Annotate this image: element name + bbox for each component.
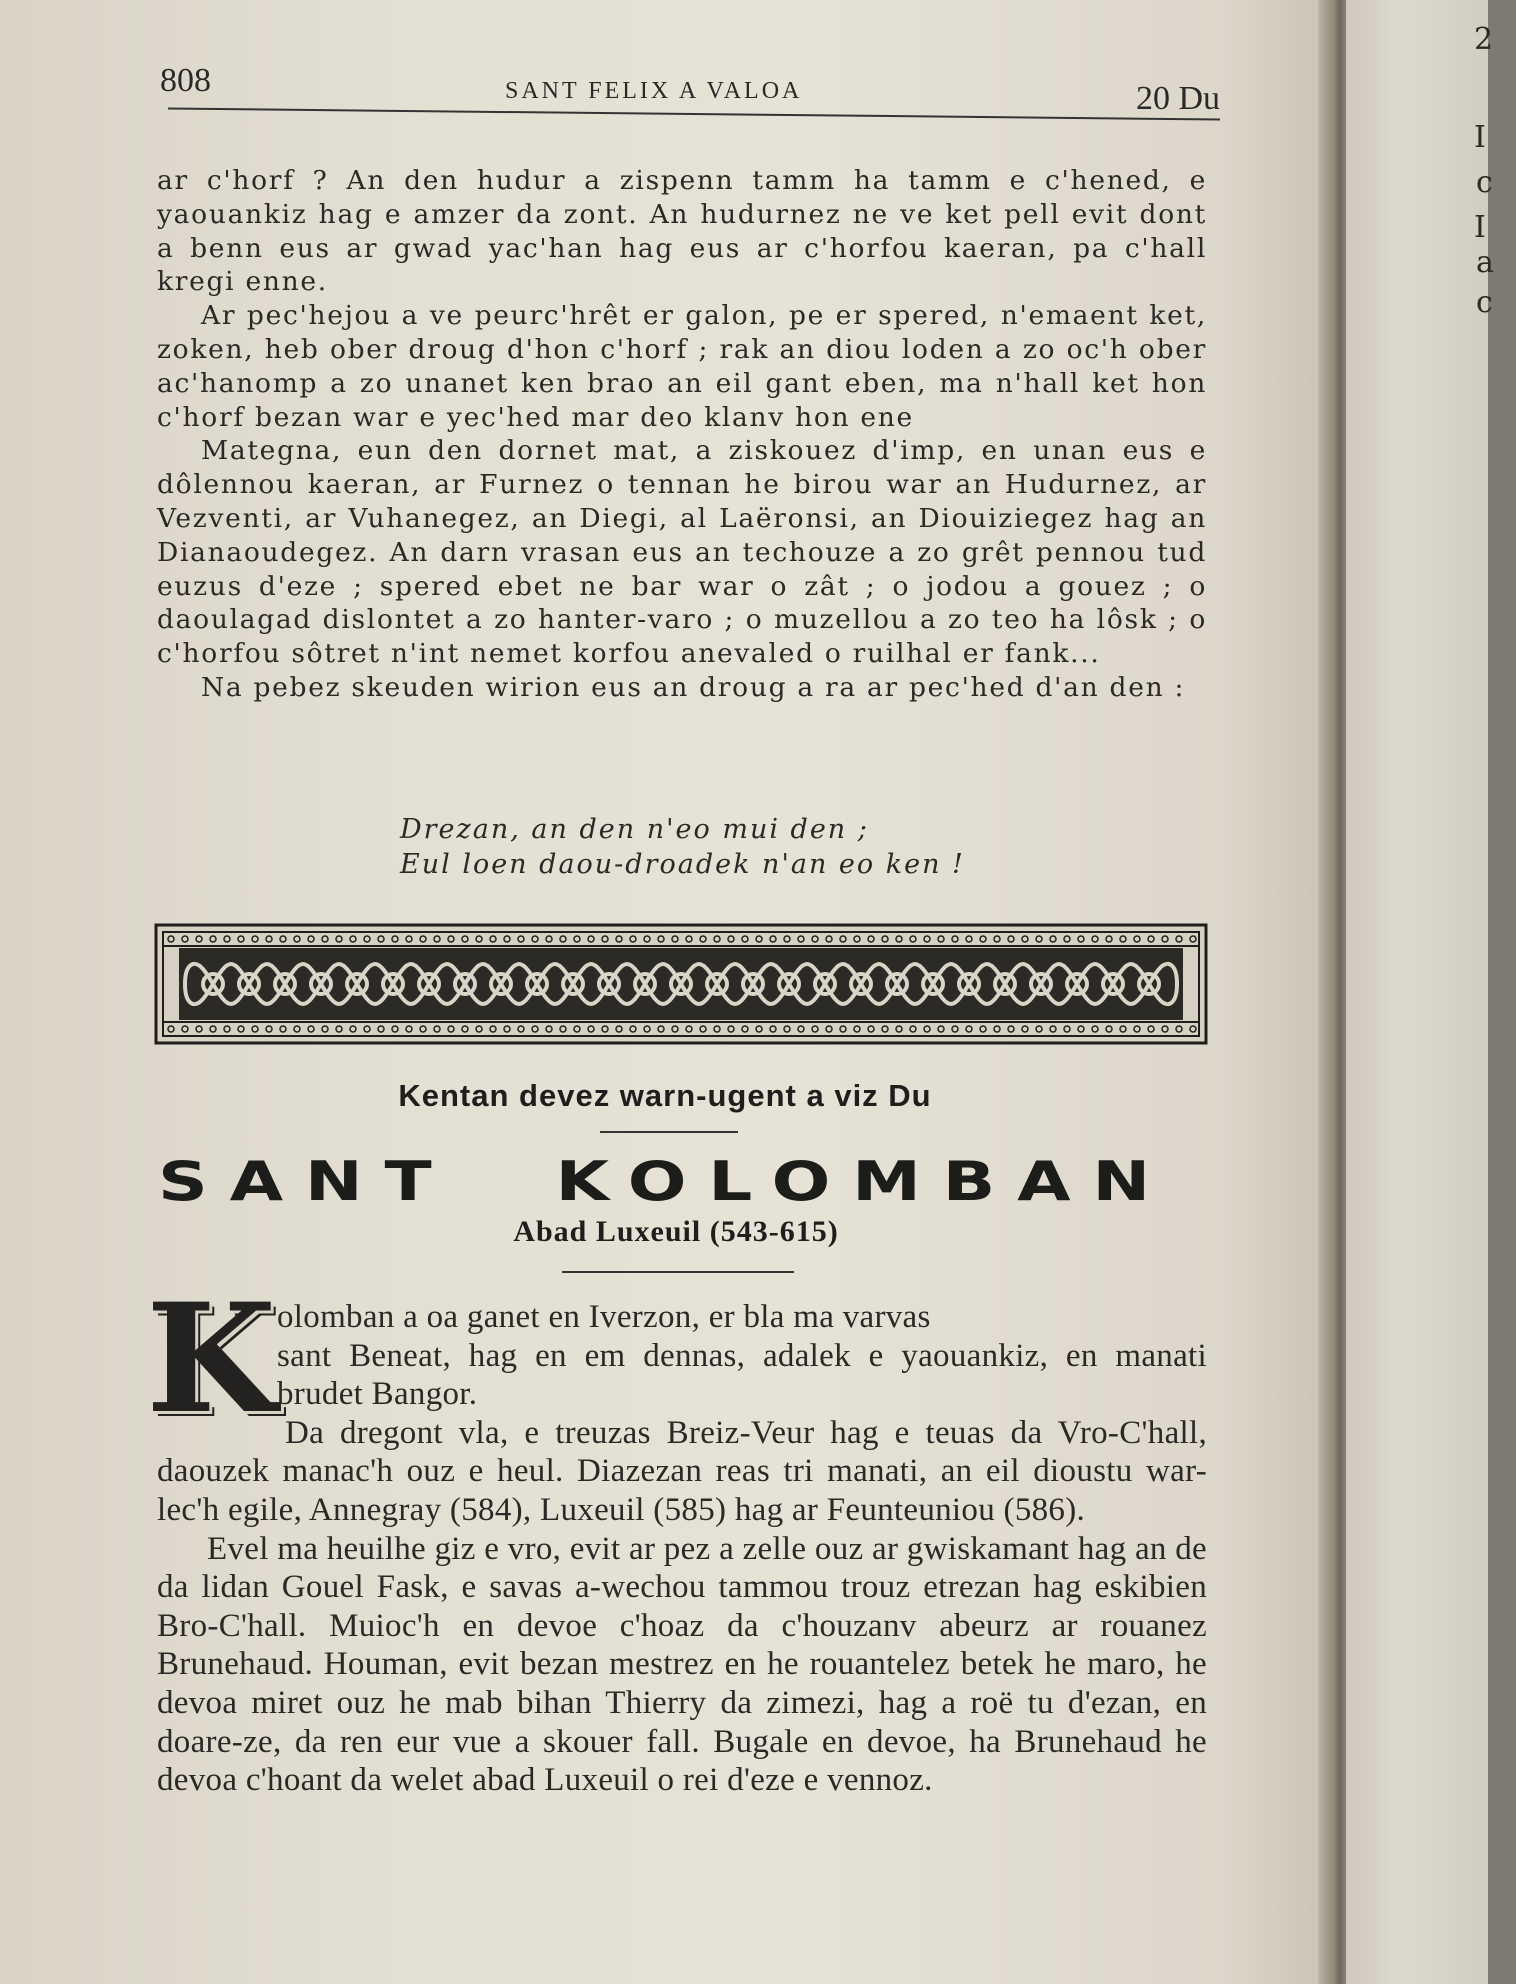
next-page-fragment: 2 [1474,22,1494,57]
verse-line: Eul loen daou-droadek n'an eo ken ! [400,849,965,880]
header-rule [168,107,1220,120]
paragraph: ar c'horf ? An den hudur a zispenn tamm ha tamm e c'hened, e yaouankiz hag e amzer da zont. An hudurnez ne ve ket pell evit dont a benn eus ar gwad yac'han hag eus ar c'horfou kaeran, pa c'hall kregi enne. [157,165,1207,298]
next-page-fragment: c [1476,285,1493,320]
next-page-edge [1346,0,1494,1984]
subtitle-rule [600,1131,738,1133]
next-page-fragment: I [1474,210,1486,245]
running-title: SANT FELIX A VALOA [505,78,803,104]
section1-text [157,164,1207,705]
saint-rule [562,1271,794,1273]
running-date: 20 Du [1135,80,1220,117]
feast-subtitle: Kentan devez warn-ugent a viz Du [398,1078,932,1113]
paragraph: Na pebez skeuden wirion eus an droug a ra ar pec'hed d'an den : [201,671,1186,703]
verse [400,812,965,882]
saint-subtitle: Abad Luxeuil (543-615) [513,1215,839,1248]
drop-cap-letter: K [146,1271,277,1447]
paragraph: Ar pec'hejou a ve peurc'hrêt er galon, pe er spered, n'emaent ket, zoken, heb ober droug d'hon c'horf ; rak an diou loden a zo oc'h ober ac'hanomp a zo unanet ken brao an eil gant eben, ma n'hall ket hon c'horf bezan war e yec'hed mar deo klanv hon ene [157,300,1207,433]
next-page-fragment: c [1476,165,1493,200]
paragraph: Da dregont vla, e treuzas Breiz-Veur hag e teuas da Vro-C'hall, daouzek manac'h ouz e heul. Diazezan reas tri manati, an eil dioustu war-lec'h egile, Annegray (584), Luxeuil (585) hag ar Feunteuniou (586). [157,1414,1207,1528]
paragraph: Evel ma heuilhe giz e vro, evit ar pez a zelle ouz ar gwiskamant hag an de da lidan Gouel Fask, e savas a-wechou tammou trouz etrezan hag eskibien Bro-C'hall. Muioc'h en devoe c'hoaz da c'houzanv abeurz ar rouanez Brunehaud. Houman, evit bezan mestrez en he rouantelez betek he maro, he devoa miret ouz he mab bihan Thierry da zimezi, hag a roë tu d'ezan, en doare-ze, da ren eur vue a skouer fall. Bugale en devoe, ha Brunehaud he devoa c'hoant da welet abad Luxeuil o rei d'eze e vennoz. [157,1530,1207,1799]
paragraph: Mategna, eun den dornet mat, a ziskouez d'imp, en unan eus e dôlennou kaeran, ar Furnez o tennan he birou war an Hudurnez, ar Vezventi, ar Vuhanegez, an Diegi, al Laëronsi, an Diouiziegez hag an Dianaoudegez. An darn vrasan eus an techouze a zo grêt pennou tud euzus d'eze ; spered ebet ne bar war o zât ; o jodou a gouez ; o daoulagad dislontet a zo hanter-varo ; o muzellou a zo teo ha lôsk ; o c'horfou sôtret n'int nemet korfou anevaled o ruilhal er fank... [157,435,1207,670]
verse-line: Drezan, an den n'eo mui den ; [400,814,869,845]
saint-name: SANT KOLOMBAN [158,1150,1172,1213]
celtic-knot-ornament [155,924,1207,1044]
section2-text [157,1298,1207,1800]
next-page-fragment: a [1476,245,1494,280]
page-number: 808 [160,62,211,99]
running-head [160,58,1220,118]
paragraph-wrap: sant Beneat, hag en em dennas, adalek e yaouankiz, en manati brudet Bangor. [277,1337,1207,1413]
next-page-fragment: I [1474,120,1486,155]
paragraph-first-line: olomban a oa ganet en Iverzon, er bla ma varvas [277,1299,931,1335]
